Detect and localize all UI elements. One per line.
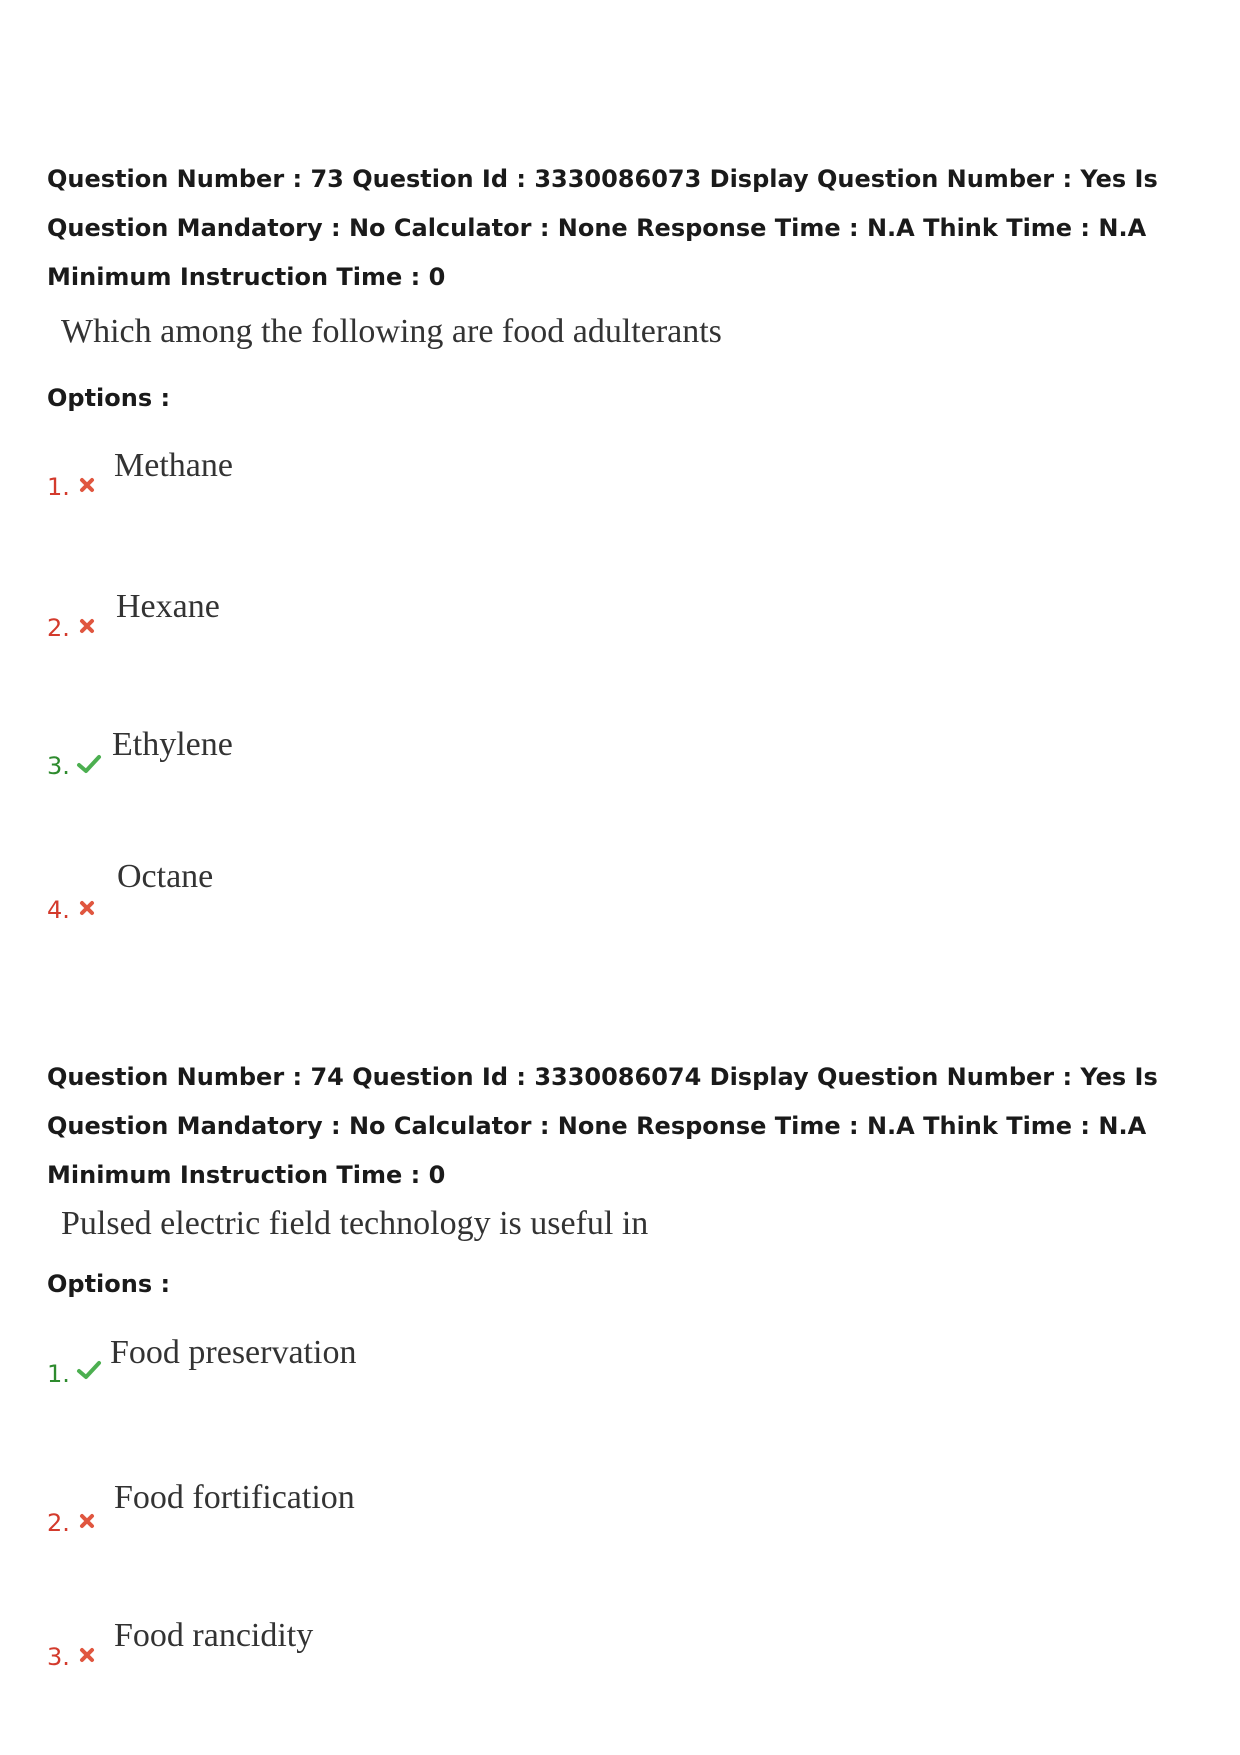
- option-number: 2.: [47, 614, 70, 642]
- option-number: 1.: [47, 473, 70, 501]
- question-text: Pulsed electric field technology is useful in: [61, 1205, 649, 1242]
- option-number: 1.: [47, 1360, 70, 1388]
- option-text: Hexane: [116, 588, 220, 625]
- option-text: Food fortification: [114, 1479, 355, 1516]
- check-icon: [76, 1358, 102, 1382]
- cross-icon: [76, 474, 98, 496]
- question-meta: Question Number : 74 Question Id : 3330086074 Display Question Number : Yes Is Question Mandatory : No Calculator : None Response Time : N.A Think Time : N.A Minimum Instruction Time : 0: [47, 1063, 1158, 1189]
- options-label: Options :: [47, 1270, 171, 1298]
- option-text: Food rancidity: [114, 1617, 314, 1654]
- option-number: 3.: [47, 752, 70, 780]
- cross-icon: [76, 1510, 98, 1532]
- question-meta: Question Number : 73 Question Id : 3330086073 Display Question Number : Yes Is Question Mandatory : No Calculator : None Response Time : N.A Think Time : N.A Minimum Instruction Time : 0: [47, 165, 1158, 291]
- cross-icon: [76, 897, 98, 919]
- cross-icon: [76, 615, 98, 637]
- cross-icon: [76, 1644, 98, 1666]
- check-icon: [76, 752, 102, 776]
- option-text: Methane: [114, 447, 233, 484]
- option-text: Food preservation: [110, 1334, 357, 1371]
- options-label: Options :: [47, 384, 171, 412]
- question-text: Which among the following are food adulterants: [61, 313, 722, 350]
- option-number: 4.: [47, 896, 70, 924]
- option-text: Ethylene: [112, 726, 233, 763]
- option-number: 3.: [47, 1643, 70, 1671]
- option-text: Octane: [117, 858, 214, 895]
- option-number: 2.: [47, 1509, 70, 1537]
